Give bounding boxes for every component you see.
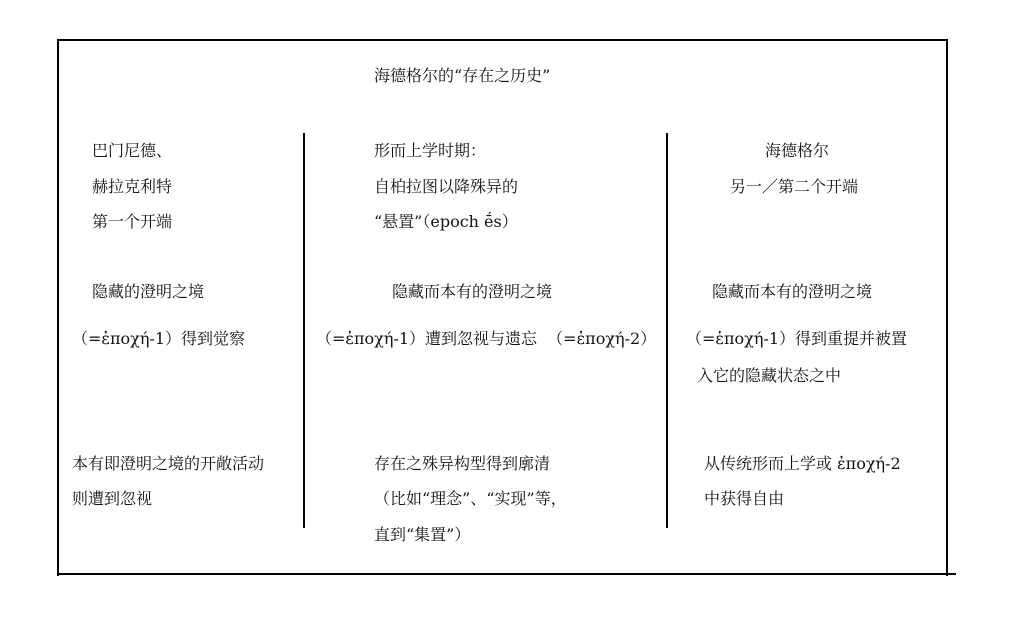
column-divider-2 [666, 133, 668, 528]
frame-left [57, 39, 59, 576]
col1-header-line-2: 赫拉克利特 [92, 177, 173, 196]
col3-outcome-line-1: 从传统形而上学或 ἐποχή-2 [704, 454, 901, 473]
col2-header-line-3: “悬置”（epoch ḗs） [374, 212, 518, 231]
col3-clearing-detail-1: （=ἐποχή-1）得到重提并被置 [686, 329, 908, 348]
frame-bottom [57, 573, 956, 575]
diagram-title: 海德格尔的“存在之历史” [374, 66, 551, 85]
col3-header-line-2: 另一／第二个开端 [730, 177, 859, 196]
col1-outcome-line-1: 本有即澄明之境的开敞活动 [72, 454, 265, 473]
frame-top [57, 39, 948, 41]
col1-outcome-line-2: 则遭到忽视 [72, 489, 153, 508]
col1-clearing-detail-1: （=ἐποχή-1）得到觉察 [72, 329, 246, 348]
col1-header-line-1: 巴门尼德、 [92, 141, 173, 160]
frame-right [946, 41, 948, 576]
col3-clearing: 隐藏而本有的澄明之境 [712, 282, 873, 301]
col2-outcome-line-1: 存在之殊异构型得到廓清 [374, 454, 551, 473]
col2-clearing-detail-1: （=ἐποχή-1）遭到忽视与遗忘 （=ἐποχή-2） [316, 329, 657, 348]
col2-clearing: 隐藏而本有的澄明之境 [392, 282, 553, 301]
col2-outcome-line-3: 直到“集置”） [374, 525, 471, 544]
col2-header-line-2: 自柏拉图以降殊异的 [374, 177, 519, 196]
col3-clearing-detail-2: 入它的隐藏状态之中 [697, 366, 842, 385]
column-divider-1 [303, 133, 305, 528]
col1-header-line-3: 第一个开端 [92, 212, 173, 231]
col3-outcome-line-2: 中获得自由 [704, 489, 785, 508]
col1-clearing: 隐藏的澄明之境 [92, 282, 205, 301]
col3-header-line-1: 海德格尔 [765, 141, 830, 160]
col2-header-line-1: 形而上学时期： [374, 141, 487, 160]
col2-outcome-line-2: （比如“理念”、“实现”等， [374, 489, 567, 508]
